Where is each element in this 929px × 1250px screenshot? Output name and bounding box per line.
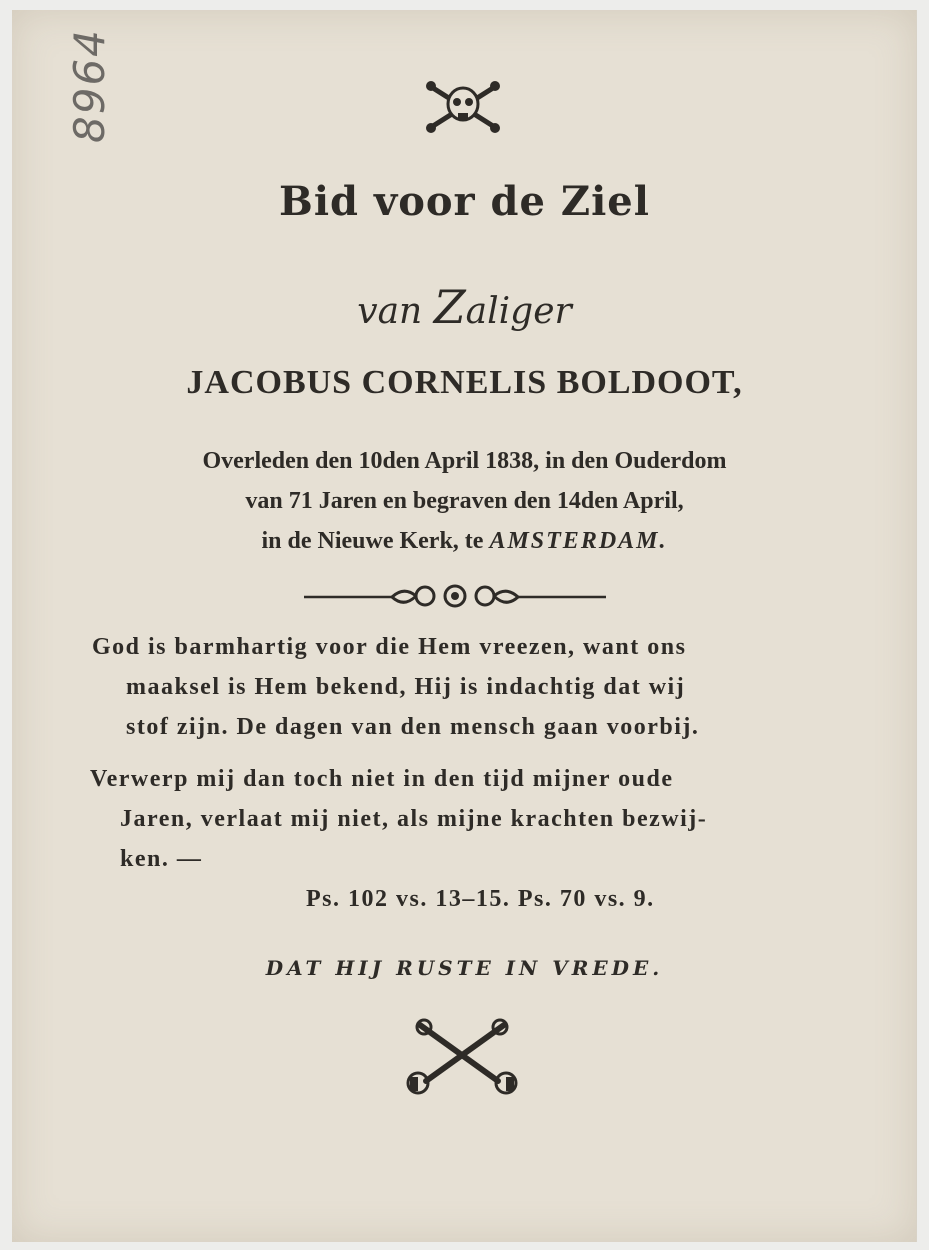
subheading-cap: Z bbox=[433, 280, 466, 334]
verse-1-line-1: God is barmhartig voor die Hem vreezen, want ons bbox=[92, 634, 687, 660]
place-name: AMSTERDAM. bbox=[489, 528, 668, 554]
subheading-rest: aliger bbox=[465, 291, 572, 332]
closing-line: DAT HIJ RUSTE IN VREDE. bbox=[265, 956, 664, 980]
deceased-name: JACOBUS CORNELIS BOLDOOT, bbox=[186, 364, 743, 401]
verse-2-line-3: ken. — bbox=[120, 846, 203, 872]
card-subheading bbox=[0, 280, 929, 334]
info-line-3-pre: in de Nieuwe Kerk, te bbox=[261, 528, 484, 554]
verse-1-line-2: maaksel is Hem bekend, Hij is indachtig dat wij bbox=[126, 674, 686, 700]
inventory-number: 8964 bbox=[65, 28, 114, 143]
verse-2-line-2: Jaren, verlaat mij niet, als mijne krachten bezwij- bbox=[120, 806, 708, 832]
crossed-keys-icon bbox=[400, 1015, 524, 1099]
ornament-divider bbox=[300, 580, 610, 612]
verse-1-line-3: stof zijn. De dagen van den mensch gaan voorbij. bbox=[126, 714, 700, 740]
info-line-3 bbox=[0, 528, 929, 555]
card-heading: Bid voor de Ziel bbox=[279, 178, 650, 225]
info-line-1: Overleden den 10den April 1838, in den Ouderdom bbox=[202, 448, 727, 474]
scripture-reference: Ps. 102 vs. 13–15. Ps. 70 vs. 9. bbox=[306, 886, 655, 912]
verse-2-line-1: Verwerp mij dan toch niet in den tijd mijner oude bbox=[90, 766, 674, 792]
skull-crossbones-icon bbox=[425, 80, 501, 134]
subheading-pre: van bbox=[357, 291, 423, 332]
info-line-2: van 71 Jaren en begraven den 14den April, bbox=[245, 488, 684, 514]
